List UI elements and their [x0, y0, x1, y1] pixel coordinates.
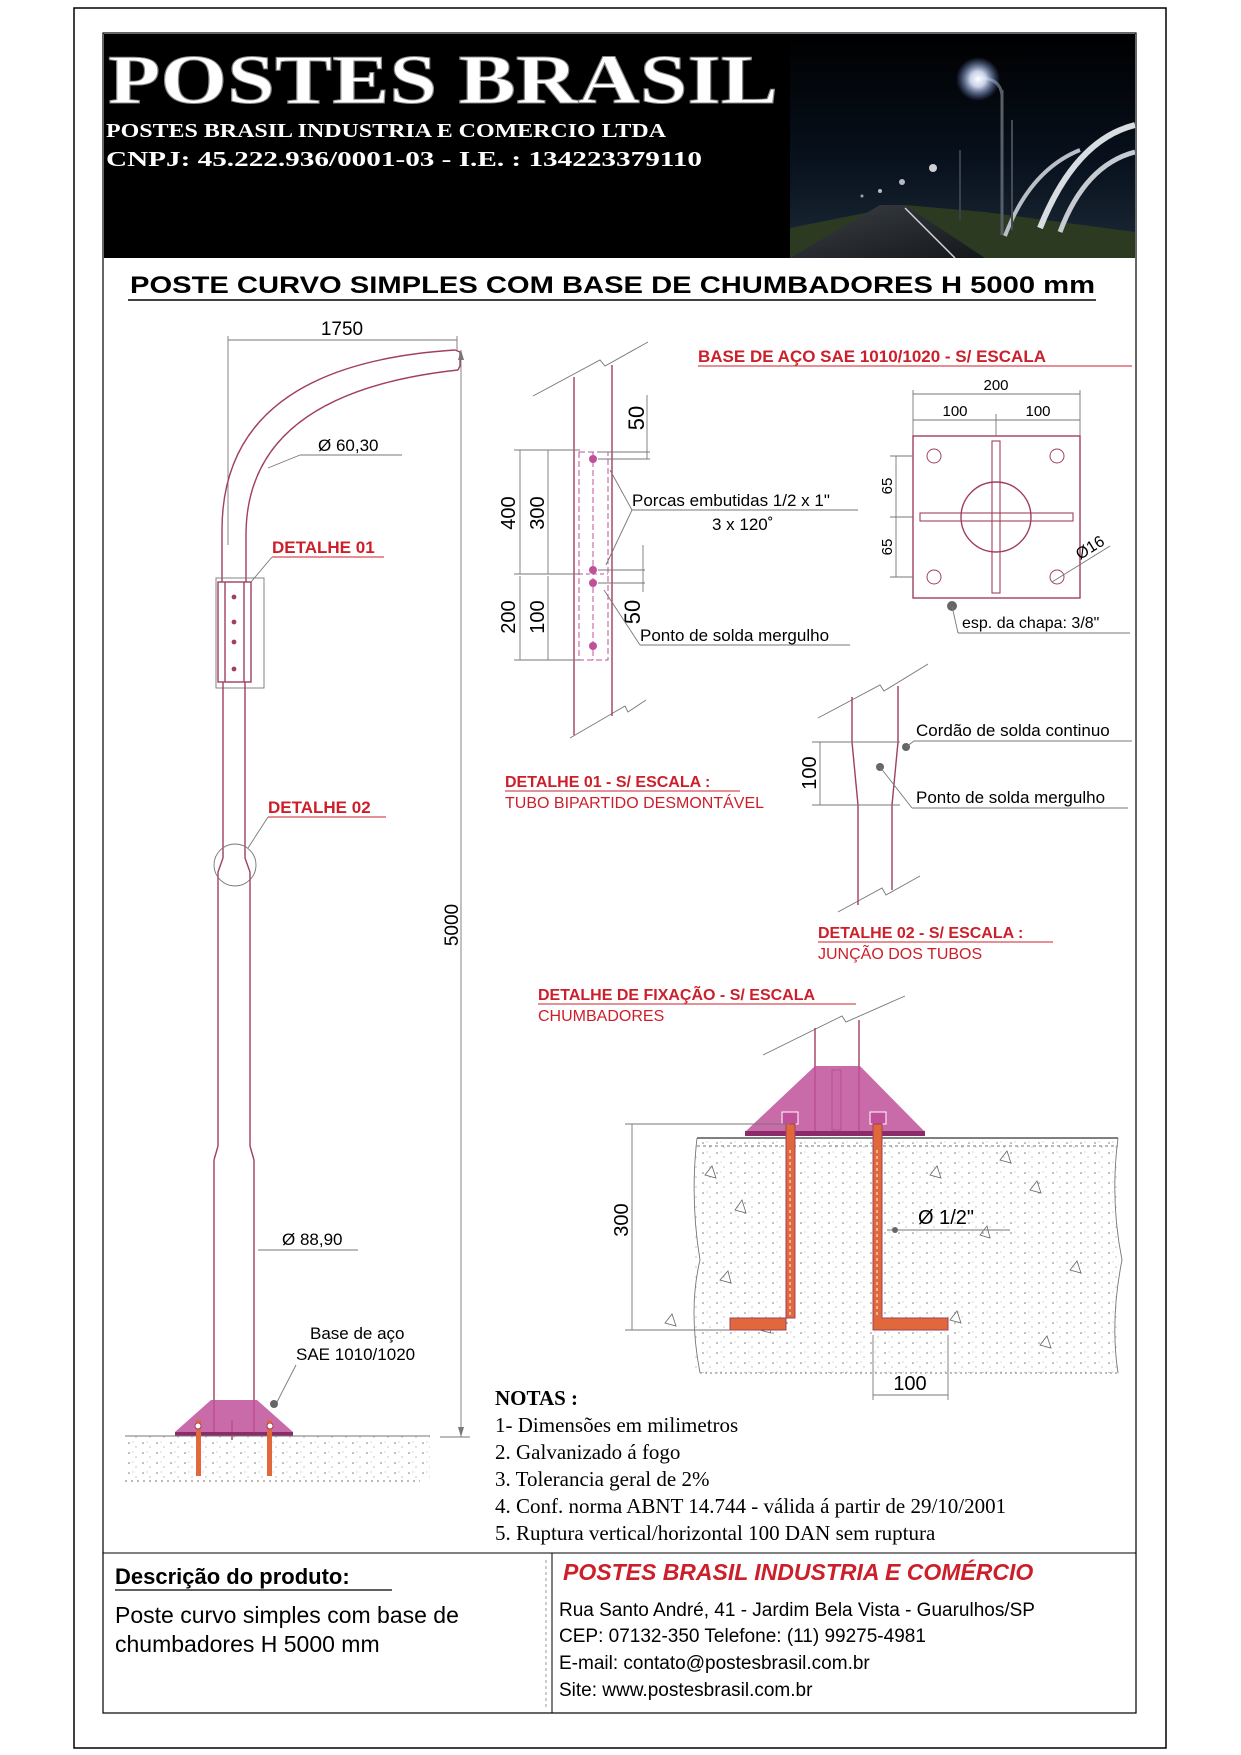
- detail01-dim-50-bottom: 50: [620, 599, 645, 625]
- fixation-base-plate: [745, 1066, 925, 1132]
- footer-cep: CEP: 07132-350 Telefone: (11) 99275-4981: [559, 1626, 926, 1647]
- detail01-dim-300: 300: [527, 496, 549, 530]
- note-item: 2. Galvanizado á fogo: [495, 1440, 681, 1464]
- plate-dim-200: 200: [983, 377, 1009, 394]
- detail01-title: DETALHE 01 - S/ ESCALA :: [505, 774, 711, 791]
- detail01-dim-50-top: 50: [624, 405, 649, 431]
- detail02-weld-point-label: Ponto de solda mergulho: [916, 788, 1106, 807]
- bottom-diameter-label: Ø 88,90: [282, 1230, 343, 1249]
- plate-dim-100-left: 100: [942, 403, 968, 420]
- pole-drawing: [125, 319, 470, 1481]
- page-title: POSTE CURVO SIMPLES COM BASE DE CHUMBADORES H 5000 mm: [130, 272, 1095, 299]
- brand-logo-text: POSTES BRASIL: [108, 42, 778, 119]
- detail02-title: DETALHE 02 - S/ ESCALA :: [818, 925, 1024, 942]
- pole-height-label: 5000: [442, 903, 463, 947]
- pole-width-label: 1750: [320, 319, 364, 340]
- plate-thickness: esp. da chapa: 3/8": [962, 615, 1100, 632]
- note-item: 1- Dimensões em milimetros: [495, 1413, 739, 1437]
- base-plate-title: BASE DE AÇO SAE 1010/1020 - S/ ESCALA: [698, 347, 1046, 366]
- description-heading: Descrição do produto:: [115, 1564, 350, 1589]
- note-item: 5. Ruptura vertical/horizontal 100 DAN sem ruptura: [495, 1521, 936, 1545]
- lamp-light-icon: [956, 57, 1000, 101]
- detail01-dim-100: 100: [527, 600, 549, 634]
- description-line2: chumbadores H 5000 mm: [115, 1631, 380, 1657]
- fixation-drawing: [538, 984, 1122, 1400]
- fixation-dim-100: 100: [893, 1373, 927, 1395]
- title-block: [103, 1553, 1136, 1713]
- ground-strip: [125, 1436, 430, 1481]
- base-label-line1: Base de aço: [310, 1324, 405, 1343]
- notes-heading: NOTAS :: [495, 1386, 579, 1410]
- company-name: POSTES BRASIL INDUSTRIA E COMERCIO LTDA: [106, 120, 667, 142]
- weld-cord-label: Cordão de solda continuo: [916, 721, 1110, 740]
- detail-02-drawing: [799, 664, 1132, 963]
- top-diameter-label: Ø 60,30: [318, 436, 379, 455]
- footer-email[interactable]: E-mail: contato@postesbrasil.com.br: [559, 1653, 870, 1674]
- footer-company: POSTES BRASIL INDUSTRIA E COMÉRCIO: [563, 1559, 1034, 1585]
- base-plate-drawing: [698, 347, 1132, 633]
- detail01-dim-400: 400: [498, 496, 520, 530]
- detail01-subtitle: TUBO BIPARTIDO DESMONTÁVEL: [505, 795, 765, 812]
- detail01-weld-label: Ponto de solda mergulho: [640, 626, 830, 645]
- description-line1: Poste curvo simples com base de: [115, 1602, 459, 1628]
- footer-address: Rua Santo André, 41 - Jardim Bela Vista - Guarulhos/SP: [559, 1600, 1035, 1621]
- base-label-line2: SAE 1010/1020: [296, 1345, 416, 1364]
- plate-dim-65-bottom: 65: [879, 538, 896, 556]
- fixation-dim-300: 300: [611, 1203, 633, 1237]
- detail01-dim-200: 200: [498, 600, 520, 634]
- cnpj-text: CNPJ: 45.222.936/0001-03 - I.E. : 134223379110: [106, 147, 702, 171]
- header-banner: [104, 34, 1135, 258]
- nuts-sub-label: 3 x 120˚: [712, 515, 774, 534]
- bolt-diameter-label: Ø 1/2": [918, 1207, 975, 1229]
- nuts-label: Porcas embutidas 1/2 x 1": [632, 491, 830, 510]
- plate-dim-65-top: 65: [879, 477, 896, 495]
- plate-dim-100-right: 100: [1025, 403, 1051, 420]
- note-item: 4. Conf. norma ABNT 14.744 - válida á partir de 29/10/2001: [495, 1494, 1007, 1518]
- detail-01-reference: DETALHE 01: [272, 538, 375, 557]
- detail02-subtitle: JUNÇÃO DOS TUBOS: [818, 946, 983, 963]
- detail-02-reference: DETALHE 02: [268, 798, 371, 817]
- detail-01-drawing: [498, 342, 858, 812]
- concrete-section: [695, 1138, 1120, 1373]
- footer-site[interactable]: Site: www.postesbrasil.com.br: [559, 1680, 813, 1701]
- fixation-subtitle: CHUMBADORES: [538, 1008, 665, 1025]
- plate-hole-diameter: Ø16: [1073, 532, 1108, 564]
- notes-section: [495, 1386, 1006, 1545]
- fixation-title: DETALHE DE FIXAÇÃO - S/ ESCALA: [538, 987, 816, 1004]
- detail02-dim-100: 100: [799, 756, 821, 790]
- note-item: 3. Tolerancia geral de 2%: [495, 1467, 710, 1491]
- base-plate-square: [913, 436, 1080, 598]
